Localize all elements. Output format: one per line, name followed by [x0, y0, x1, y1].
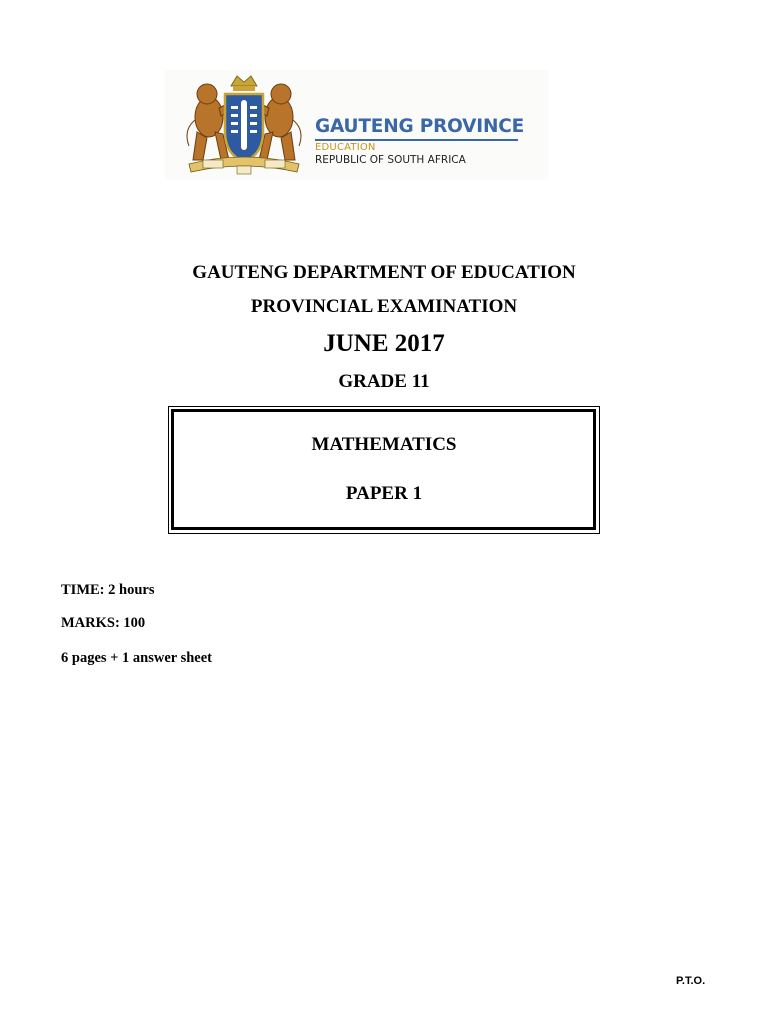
exam-date: JUNE 2017: [323, 330, 445, 357]
subject-box: [171, 409, 596, 530]
department-heading: GAUTENG DEPARTMENT OF EDUCATION: [192, 262, 576, 283]
logo-department: EDUCATION: [315, 142, 376, 153]
paper-number: PAPER 1: [345, 483, 423, 504]
exam-marks: MARKS: 100: [61, 615, 146, 631]
grade-heading: GRADE 11: [338, 371, 430, 392]
subject-name: MATHEMATICS: [311, 434, 457, 455]
logo-title: GAUTENG PROVINCE: [315, 116, 525, 137]
logo-country: REPUBLIC OF SOUTH AFRICA: [315, 154, 466, 166]
gauteng-logo: [165, 70, 548, 180]
coat-of-arms-icon: [179, 72, 309, 178]
please-turn-over: P.T.O.: [676, 975, 706, 987]
page-count: 6 pages + 1 answer sheet: [61, 650, 212, 666]
exam-type-heading: PROVINCIAL EXAMINATION: [250, 296, 518, 317]
logo-divider: [315, 139, 518, 141]
exam-time: TIME: 2 hours: [61, 582, 155, 598]
